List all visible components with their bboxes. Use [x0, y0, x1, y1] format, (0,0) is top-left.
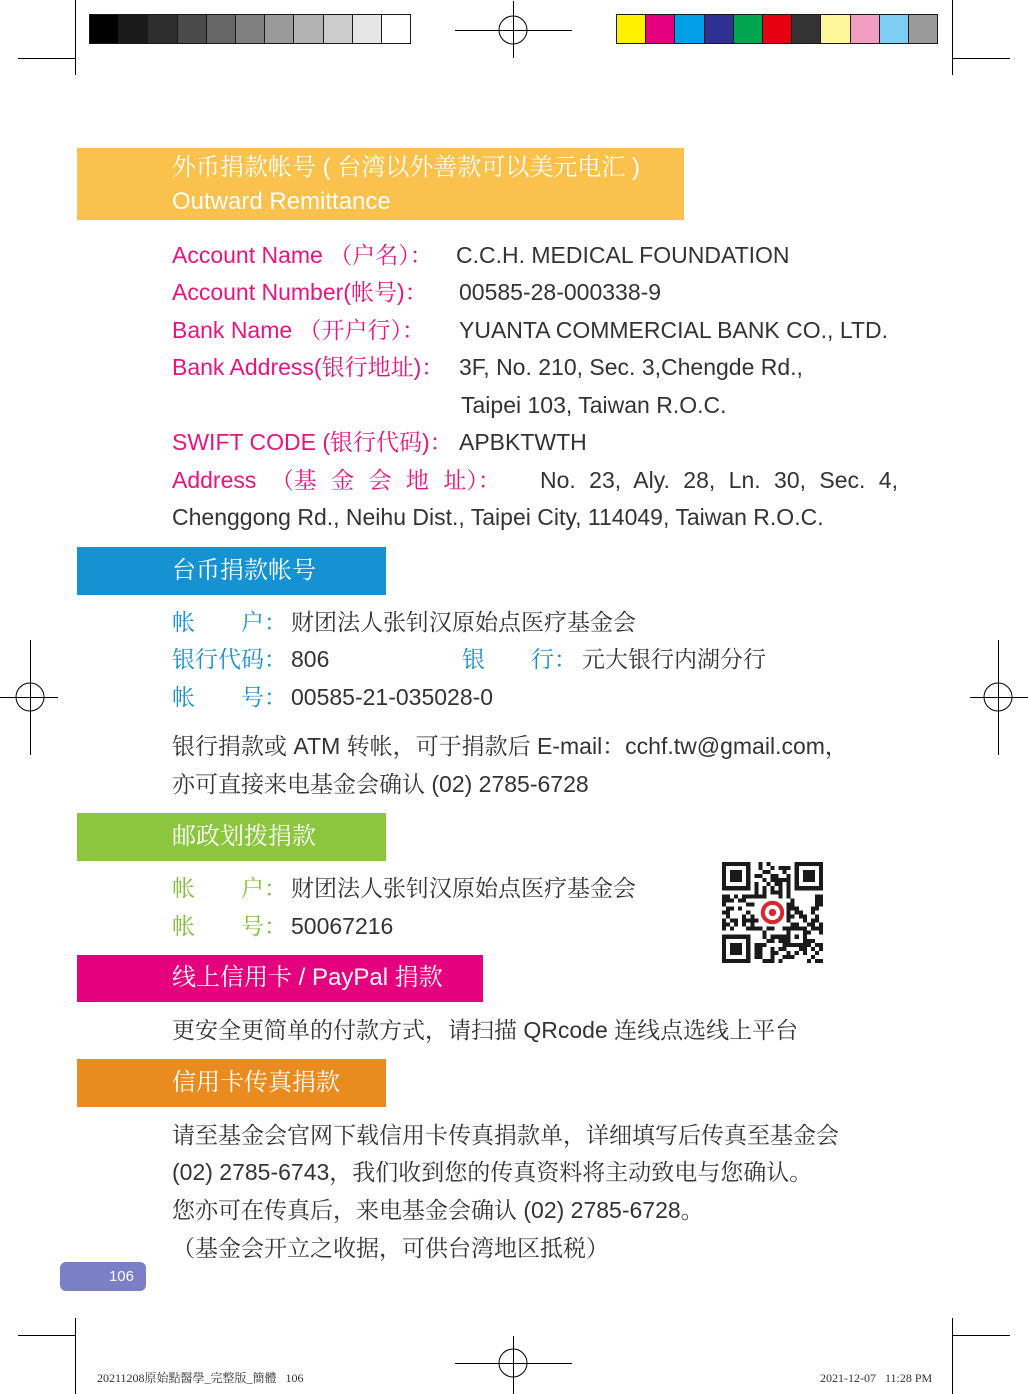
postal-account-holder-label: 帐 户： — [172, 875, 287, 901]
ntd-account-holder-value: 财团法人张钊汉原始点医疗基金会 — [291, 609, 636, 635]
swift-code-row — [172, 427, 587, 457]
color-swatch — [207, 15, 236, 43]
fax-instruction-line: (02) 2785-6743，我们收到您的传真资料将主动致电与您确认。 — [172, 1159, 813, 1185]
color-swatch — [792, 15, 821, 43]
color-swatch — [265, 15, 294, 43]
color-swatch — [851, 15, 880, 43]
ntd-note-line2: 亦可直接来电基金会确认 (02) 2785-6728 — [172, 771, 589, 797]
swift-code-label: SWIFT CODE (银行代码)： — [172, 429, 453, 455]
foundation-address-value: No. 23, Aly. 28, Ln. 30, Sec. 4, — [540, 467, 898, 493]
account-name-value: C.C.H. MEDICAL FOUNDATION — [456, 242, 790, 268]
print-slug-timestamp: 2021-12-07 11:28 PM — [820, 1371, 933, 1385]
color-swatch — [90, 15, 119, 43]
account-name-row — [172, 240, 790, 270]
qr-center-logo — [759, 899, 786, 926]
foundation-address-label: Address （基 金 会 地 址）： — [172, 467, 501, 493]
color-swatch — [178, 15, 207, 43]
ntd-account-holder-row — [172, 607, 636, 637]
color-swatch — [880, 15, 909, 43]
page-number-badge: 106 — [60, 1262, 146, 1291]
outward-remittance-title-en: Outward Remittance — [172, 188, 391, 215]
swift-code-value: APBKTWTH — [459, 429, 587, 455]
ntd-bank-code-row — [172, 644, 766, 674]
bank-address-row — [172, 352, 803, 382]
ntd-account-title: 台币捐款帐号 — [172, 557, 316, 584]
color-swatch — [324, 15, 353, 43]
fax-instruction-line: 您亦可在传真后，来电基金会确认 (02) 2785-6728。 — [172, 1197, 704, 1223]
color-swatch — [821, 15, 850, 43]
ntd-account-number-label: 帐 号： — [172, 684, 287, 710]
color-swatch — [734, 15, 763, 43]
foundation-address-row — [172, 465, 898, 495]
color-swatch — [646, 15, 675, 43]
online-credit-card-description: 更安全更简单的付款方式，请扫描 QRcode 连线点选线上平台 — [172, 1017, 799, 1043]
color-swatch — [236, 15, 265, 43]
ntd-bank-label: 银 行： — [462, 646, 577, 672]
crop-mark-top-left — [18, 0, 76, 75]
foundation-address-line2: Chenggong Rd., Neihu Dist., Taipei City, 114049, Taiwan R.O.C. — [172, 504, 824, 530]
account-number-value: 00585-28-000338-9 — [459, 279, 662, 305]
postal-account-number-value: 50067216 — [291, 913, 394, 939]
color-swatch — [675, 15, 704, 43]
color-swatch — [382, 15, 410, 43]
fax-instruction-line: 请至基金会官网下载信用卡传真捐款单，详细填写后传真至基金会 — [172, 1122, 839, 1148]
account-number-row — [172, 277, 662, 307]
registration-mark-bottom — [455, 1336, 572, 1394]
bank-address-line2: Taipei 103, Taiwan R.O.C. — [461, 392, 727, 418]
postal-transfer-title: 邮政划拨捐款 — [172, 823, 316, 850]
account-number-label: Account Number(帐号)： — [172, 279, 428, 305]
color-swatch — [763, 15, 792, 43]
crop-mark-bottom-right — [952, 1318, 1010, 1394]
bank-address-value: 3F, No. 210, Sec. 3,Chengde Rd., — [459, 354, 803, 380]
bank-name-label: Bank Name （开户行）： — [172, 317, 426, 343]
ntd-bank-code-value: 806 — [291, 646, 330, 672]
registration-mark-right — [970, 640, 1028, 755]
registration-mark-left — [0, 640, 58, 755]
ntd-bank-code-label: 银行代码： — [172, 646, 287, 672]
registration-mark-top — [455, 1, 572, 58]
bank-name-value: YUANTA COMMERCIAL BANK CO., LTD. — [459, 317, 888, 343]
color-swatch — [705, 15, 734, 43]
ntd-account-number-value: 00585-21-035028-0 — [291, 684, 494, 710]
ntd-account-number-row — [172, 682, 494, 712]
crop-mark-top-right — [952, 0, 1010, 75]
qr-code — [722, 862, 823, 963]
account-name-label: Account Name （户名）： — [172, 242, 433, 268]
postal-account-number-row — [172, 911, 394, 941]
color-swatch — [909, 15, 937, 43]
ntd-account-holder-label: 帐 户： — [172, 609, 287, 635]
bank-name-row — [172, 315, 888, 345]
ntd-bank-value: 元大银行内湖分行 — [582, 646, 766, 672]
qr-logo-dot — [769, 909, 776, 916]
postal-account-holder-value: 财团法人张钊汉原始点医疗基金会 — [291, 875, 636, 901]
bank-address-label: Bank Address(银行地址)： — [172, 354, 445, 380]
fax-credit-card-title: 信用卡传真捐款 — [172, 1069, 340, 1096]
ntd-note-line1: 银行捐款或 ATM 转帐，可于捐款后 E-mail：cchf.tw@gmail.com， — [172, 733, 848, 759]
outward-remittance-title-zh: 外币捐款帐号 ( 台湾以外善款可以美元电汇 ) — [172, 154, 640, 181]
online-credit-card-title: 线上信用卡 / PayPal 捐款 — [172, 964, 443, 991]
color-swatch — [617, 15, 646, 43]
fax-receipt-note: （基金会开立之收据，可供台湾地区抵税） — [172, 1235, 609, 1261]
color-swatch — [294, 15, 323, 43]
grayscale-control-bar — [89, 14, 411, 44]
color-control-bar — [616, 14, 938, 44]
postal-account-holder-row — [172, 873, 636, 903]
color-swatch — [119, 15, 148, 43]
postal-account-number-label: 帐 号： — [172, 913, 287, 939]
color-swatch — [353, 15, 382, 43]
crop-mark-bottom-left — [18, 1318, 76, 1394]
color-swatch — [148, 15, 177, 43]
print-slug-filename: 20211208原始點醫學_完整版_簡體 106 — [97, 1371, 304, 1385]
